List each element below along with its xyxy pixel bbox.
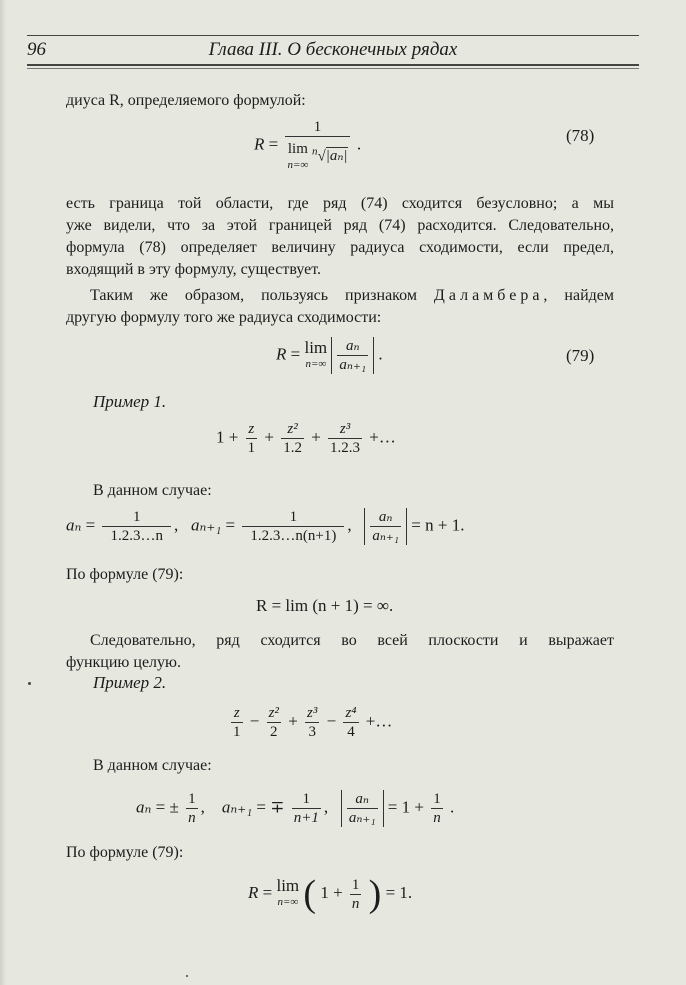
fraction [242,508,344,545]
numerator: 1 [132,509,141,525]
series-term [281,420,304,457]
header-top-rule [27,35,639,36]
lim-text: lim [276,876,300,895]
lim-subscript: n=∞ [287,159,309,171]
series-term [343,704,358,741]
fraction [186,790,198,827]
denominator: 4 [343,722,358,741]
denominator: 1.2 [283,440,302,456]
lim-subscript: n=∞ [277,896,299,908]
numerator: aₙ [378,509,393,525]
mathematician-name: Даламбера [433,287,544,304]
numerator: z [248,421,255,437]
text-segment: Таким же образом, пользуясь признаком [90,287,434,304]
scan-speck [186,975,188,977]
chapter-title: Глава III. О бесконечных рядах [208,39,458,60]
series-term [328,420,362,457]
formula-79: R = lim n=∞ $\frac{\text{aₙ}}{\text{aₙ₊₁}}$ . [276,337,383,373]
series-tail: +… [365,711,393,731]
text-line [66,285,614,307]
inner-term: 1 + [320,882,343,902]
example-1-formula-ref [66,564,614,586]
text-line: входящий в эту формулу, существует. [66,261,322,278]
lim-operator [304,337,328,372]
right-paren: ) [368,873,382,915]
example-1-coefficients: aₙ = $\frac{1}{1.2.3\dots n}$ , aₙ₊₁ = $\frac{1}{1.2.3\dots n(n+1)}$ , $\frac{\text{aₙ}}{\text{aₙ₊₁}}$ = n + 1. [66,509,465,544]
equation-number-79: (79) [566,346,595,365]
page-edge [0,0,6,985]
numerator: 1 [302,791,311,807]
text-line: функцию целую. [66,654,181,671]
absolute-value [341,790,384,827]
text-line: уже видели, что за этой границей ряд (74) расходится. Следовательно, [66,217,614,234]
text-line: Следовательно, ряд сходится во всей плоскости и выражает [90,632,614,649]
numerator: z² [287,421,298,437]
example-1-result: R = lim (n + 1) = ∞. [256,596,394,615]
header-bottom-rule [27,64,639,66]
denominator: 1 [247,440,256,456]
fraction [347,790,378,827]
numerator: 1 [188,791,196,807]
formula-lhs: R [254,134,265,154]
numerator: 1 [351,876,360,893]
paragraph-1 [66,90,614,112]
coefficient-lhs: aₙ [136,797,152,817]
denominator: 3 [305,722,319,741]
scan-speck [28,682,31,685]
numerator: z⁴ [345,705,357,721]
lim-operator [276,878,299,910]
fraction [292,790,321,827]
sign: ∓ [270,797,285,817]
formula-lhs: R [248,882,259,902]
numerator: 1 [433,791,441,807]
example-1-series: 1 + $\frac{z}{1}$ + $\frac{\text{z²}}{1.2}$ + $\frac{\text{z³}}{1.2.3}$ +… [216,421,396,456]
ratio-result: = 1 + [387,797,424,817]
fraction [350,876,362,913]
denominator: aₙ₊₁ [372,528,400,544]
text-line: В данном случае: [93,757,212,774]
coefficient-lhs: aₙ₊₁ [190,515,222,535]
denominator: n [188,810,196,826]
denominator: 1.2.3…n(n+1) [242,526,344,545]
series-term [305,704,319,741]
fraction [431,790,443,827]
denominator: 2 [267,722,281,741]
text-line: другую формулу того же радиуса сходимости: [66,309,382,326]
fraction [337,337,368,374]
equation-number-78: (78) [566,126,595,145]
sign: + [288,711,298,731]
fraction [370,508,401,545]
numerator: 1 [313,119,322,135]
root-index: n [312,145,318,158]
text-line: По формуле (79): [66,844,184,861]
radical-icon: √ [317,148,326,165]
numerator: z³ [339,421,351,437]
numerator: z² [268,705,279,721]
absolute-value [364,508,407,545]
denominator: aₙ₊₁ [339,357,367,373]
series-term [231,704,243,741]
example-2-case-label [93,755,641,777]
denominator: 1 [233,724,241,740]
denominator: n [433,810,441,826]
series-tail: +… [369,427,396,447]
example-2-series [228,704,392,741]
denominator: n [351,895,360,912]
coefficient-lhs: aₙ [66,515,82,535]
denominator: 1.2.3…n [102,526,171,545]
sign: − [326,711,337,731]
text-segment: , найдем [543,287,614,304]
header-bottom-rule-2 [27,68,639,69]
numerator: 1 [289,509,298,525]
numerator: aₙ [345,338,360,354]
radicand: |aₙ| [325,148,348,165]
denominator [285,136,349,173]
numerator: z [233,705,240,721]
text-line: диуса R, определяемого формулой: [66,92,306,109]
text-line: По формуле (79): [66,566,184,583]
example-2-formula-ref [66,842,614,864]
example-1-case-label [93,480,641,502]
text-line: есть граница той области, где ряд (74) сходится безусловно; а мы [66,195,614,212]
paragraph-2 [66,193,614,281]
example-1-title: Пример 1. [93,392,167,411]
ratio-result: = n + 1. [411,515,465,535]
denominator: 1.2.3 [330,440,361,456]
example-2-result: R = lim n=∞ ( 1 + $\frac{1}{n}$ ) = 1. [248,873,413,915]
formula-78: R = 1 lim n=∞ $^n$√|aₙ| . [254,119,362,171]
absolute-value [331,337,374,374]
example-2-title: Пример 2. [93,673,167,692]
page-number: 96 [27,39,46,60]
example-1-conclusion [66,630,614,674]
lim-subscript: n=∞ [305,357,327,370]
result-value: = 1. [385,882,413,902]
series-term: 1 [216,427,225,447]
fraction [285,118,349,173]
left-paren: ( [303,873,317,915]
numerator: z³ [307,705,318,721]
series-term [246,420,258,457]
sign: − [249,711,260,731]
fraction [102,508,171,545]
formula-lhs: R [276,344,287,364]
lim-text: lim [287,141,308,157]
example-2-coefficients: aₙ = ± $\frac{1}{n}$ , aₙ₊₁ = ∓ $\frac{1}{n+1}$ , $\frac{\text{aₙ}}{\text{aₙ₊₁}}$ = 1 + $\frac{1}{n}$ . [136,791,455,826]
running-header [27,39,639,63]
denominator: n+1 [293,810,319,826]
coefficient-lhs: aₙ₊₁ [221,797,253,817]
numerator: aₙ [355,791,369,807]
denominator: aₙ₊₁ [348,810,376,826]
text-line: В данном случае: [93,482,212,499]
sign: ± [169,797,179,817]
text-line: формула (78) определяет величину радиуса сходимости, если предел, [66,239,614,256]
series-term [267,704,281,741]
lim-operator [287,141,308,173]
paragraph-3 [66,285,614,329]
lim-text: lim [304,337,328,357]
